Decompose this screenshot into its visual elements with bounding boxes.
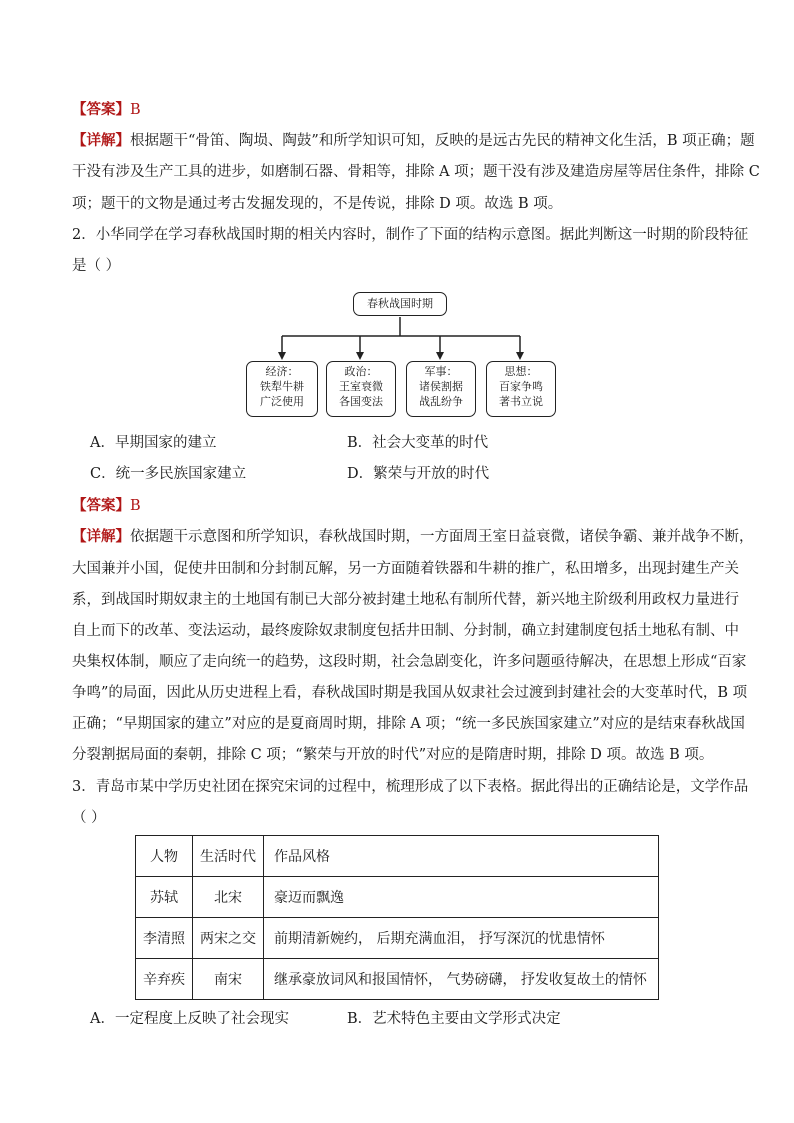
answer-value: B [130, 498, 141, 514]
q2-detail-line-5: 央集权体制，顺应了走向统一的趋势，这段时期，社会急剧变化，许多问题亟待解决，在思想上形成“百家 [72, 654, 747, 670]
answer-value: B [130, 102, 141, 118]
diagram-box-military [406, 361, 476, 417]
q2-stem-line-1: 2．小华同学在学习春秋战国时期的相关内容时，制作了下面的结构示意图。据此判断这一时期的阶段特征 [72, 227, 749, 243]
q2-detail-line-1 [72, 527, 754, 547]
box-line: 著书立说 [499, 395, 543, 408]
cell-person: 辛弃疾 [136, 959, 193, 1000]
cell-era: 两宋之交 [193, 918, 264, 959]
q2-stem-line-2: 是（ ） [72, 258, 121, 274]
box-line: 经济： [265, 365, 299, 378]
header-style: 作品风格 [264, 836, 659, 877]
q2-option-a: A．早期国家的建立 [90, 435, 217, 451]
q2-answer-line [72, 496, 141, 516]
q1-detail-line-3: 项；题干的文物是通过考古发掘发现的，不是传说，排除 D 项。故选 B 项。 [72, 196, 563, 212]
box-line: 王室衰微 [339, 380, 383, 393]
box-line: 诸侯割据 [419, 380, 463, 393]
q2-detail-line-4: 自上而下的改革、变法运动，最终废除奴隶制度包括井田制、分封制，确立封建制度包括土地私有制、中 [72, 623, 739, 639]
box-line: 广泛使用 [260, 395, 304, 408]
header-person: 人物 [136, 836, 193, 877]
q3-option-b: B．艺术特色主要由文学形式决定 [347, 1011, 561, 1027]
q2-option-c: C．统一多民族国家建立 [90, 466, 247, 482]
detail-text: 根据题干“骨笛、陶埙、陶鼓”和所学知识可知，反映的是远古先民的精神文化生活，B 项正确；题 [130, 133, 755, 149]
cell-person: 苏轼 [136, 877, 193, 918]
box-line: 政治： [344, 365, 378, 378]
box-line: 百家争鸣 [499, 380, 543, 393]
table-header-row [136, 836, 659, 877]
diagram-box-politics [326, 361, 396, 417]
q2-option-b: B．社会大变革的时代 [347, 435, 489, 451]
q2-detail-line-6: 争鸣”的局面，因此从历史进程上看，春秋战国时期是我国从奴隶社会过渡到封建社会的大变革时代，B 项 [72, 685, 748, 701]
cell-style: 继承豪放词风和报国情怀， 气势磅礴， 抒发收复故土的情怀 [264, 959, 659, 1000]
song-ci-table [135, 835, 659, 1000]
q1-detail-line-1 [72, 131, 755, 151]
cell-era: 北宋 [193, 877, 264, 918]
q1-answer-line [72, 100, 141, 120]
q2-detail-line-7: 正确；“早期国家的建立”对应的是夏商周时期，排除 A 项；“统一多民族国家建立”对应的是结束春秋战国 [72, 716, 745, 732]
detail-text: 依据题干示意图和所学知识，春秋战国时期，一方面周王室日益衰微，诸侯争霸、兼并战争不断， [130, 529, 754, 545]
q2-option-d: D．繁荣与开放的时代 [347, 466, 490, 482]
box-line: 战乱纷争 [419, 395, 463, 408]
answer-tag: 【答案】 [72, 497, 130, 514]
detail-tag: 【详解】 [72, 132, 130, 149]
header-era: 生活时代 [193, 836, 264, 877]
cell-style: 豪迈而飘逸 [264, 877, 659, 918]
structure-diagram [240, 290, 543, 420]
diagram-top-label: 春秋战国时期 [367, 297, 433, 310]
diagram-box-thought [486, 361, 556, 417]
box-line: 思想： [504, 365, 538, 378]
table-row [136, 918, 659, 959]
q1-detail-line-2: 干没有涉及生产工具的进步，如磨制石器、骨耜等，排除 A 项；题干没有涉及建造房屋等居住条件，排除 C [72, 164, 760, 180]
answer-tag: 【答案】 [72, 101, 130, 118]
q2-detail-line-8: 分裂割据局面的秦朝，排除 C 项；“繁荣与开放的时代”对应的是隋唐时期，排除 D 项。故选 B 项。 [72, 747, 714, 763]
table-row [136, 959, 659, 1000]
cell-style: 前期清新婉约， 后期充满血泪， 抒写深沉的忧患情怀 [264, 918, 659, 959]
cell-era: 南宋 [193, 959, 264, 1000]
q2-detail-line-2: 大国兼并小国，促使井田制和分封制瓦解，另一方面随着铁器和牛耕的推广，私田增多，出现封建生产关 [72, 561, 739, 577]
table-row [136, 877, 659, 918]
diagram-box-economy [246, 361, 318, 417]
q3-stem-line-2: （ ） [72, 810, 106, 826]
q2-detail-line-3: 系，到战国时期奴隶主的土地国有制已大部分被封建土地私有制所代替，新兴地主阶级利用政权力量进行 [72, 592, 739, 608]
box-line: 各国变法 [339, 395, 383, 408]
box-line: 军事： [424, 365, 458, 378]
q3-stem-line-1: 3．青岛市某中学历史社团在探究宋词的过程中，梳理形成了以下表格。据此得出的正确结论是，文学作品 [72, 779, 749, 795]
q3-option-a: A．一定程度上反映了社会现实 [90, 1011, 289, 1027]
diagram-top-box [353, 292, 447, 316]
cell-person: 李清照 [136, 918, 193, 959]
detail-tag: 【详解】 [72, 528, 130, 545]
box-line: 铁犁牛耕 [260, 380, 304, 393]
